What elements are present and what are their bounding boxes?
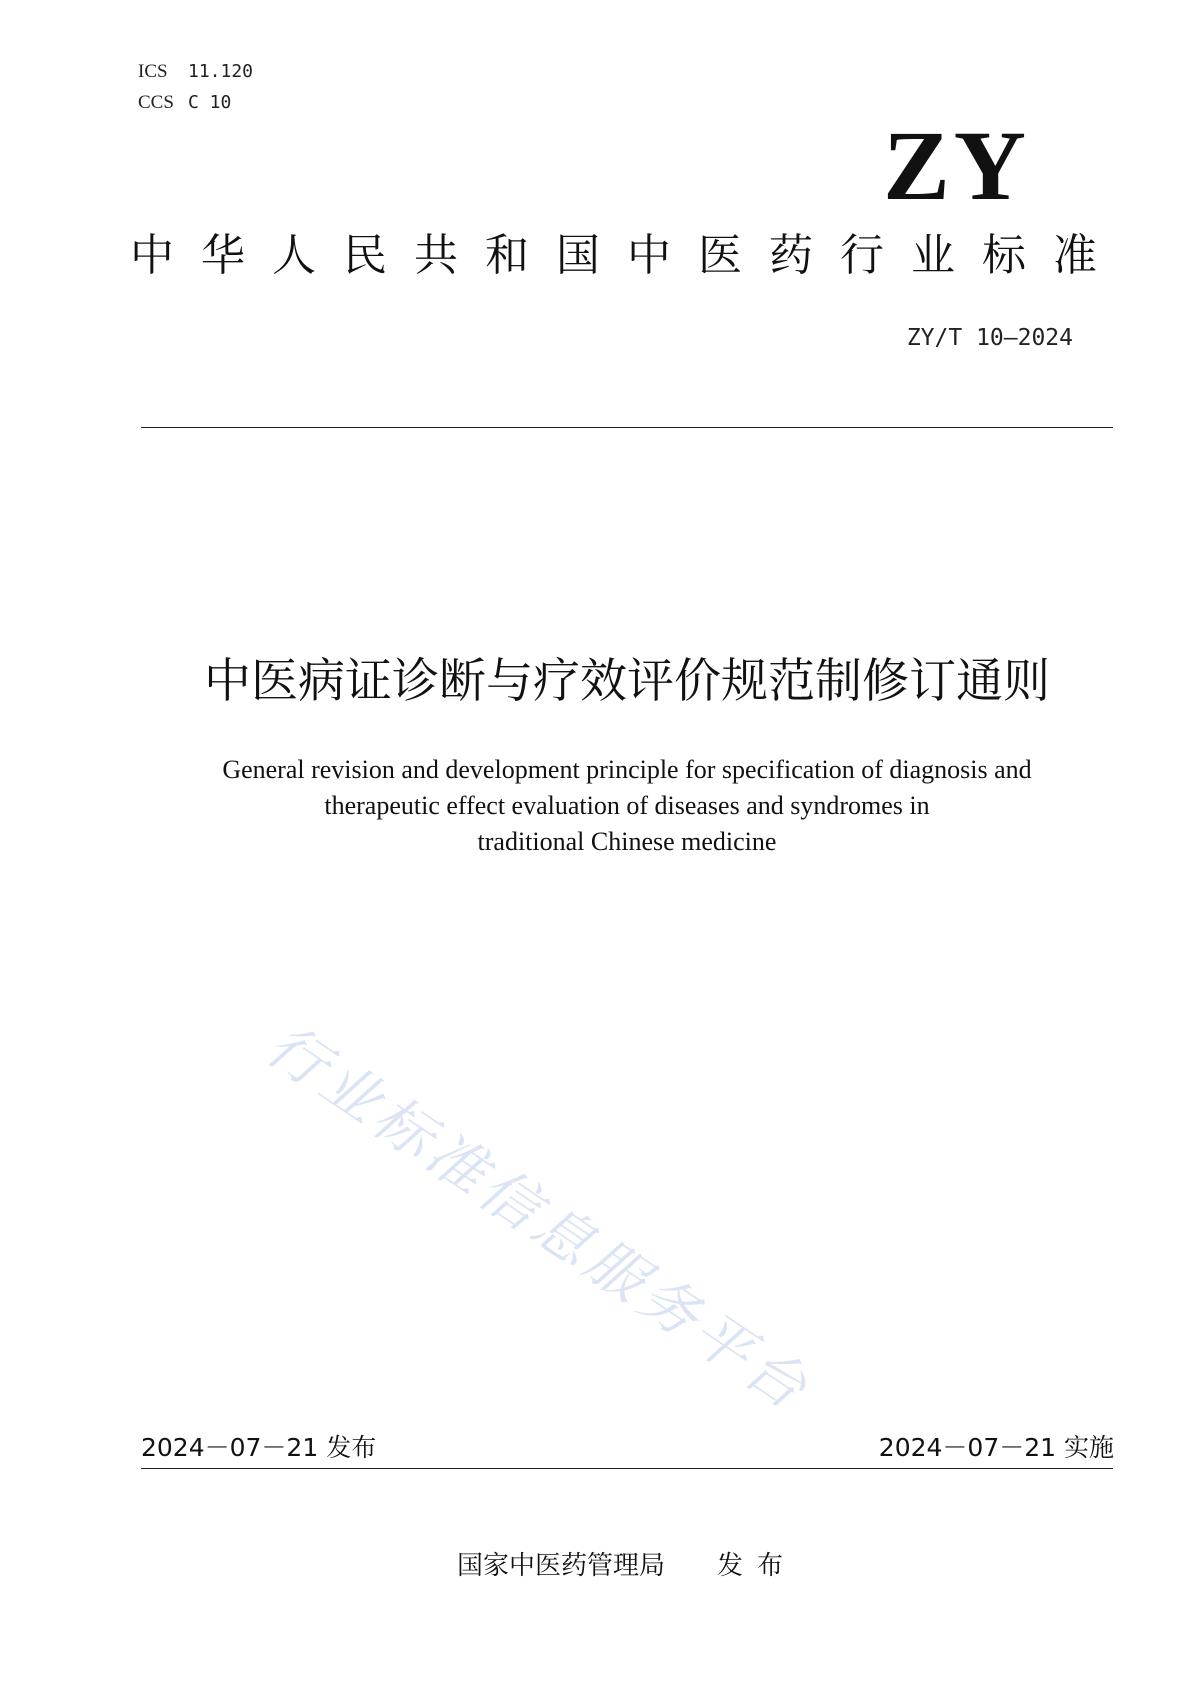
ccs-label: CCS xyxy=(138,92,174,113)
document-title-en-line: therapeutic effect evaluation of diseases and syndromes in xyxy=(324,791,930,820)
publish-date: 2024－07－21 发布 xyxy=(141,1433,377,1462)
issuer-name: 国家中医药管理局 xyxy=(456,1551,665,1581)
document-title-en-line: traditional Chinese medicine xyxy=(477,827,777,856)
watermark: 行业标准信息服务平台 xyxy=(254,1010,824,1426)
ics-code-row xyxy=(138,56,253,87)
ics-label: ICS xyxy=(138,61,168,82)
ccs-value: C 10 xyxy=(188,92,232,113)
ccs-code-row xyxy=(138,87,253,118)
document-title-en-line: General revision and development principle for specification of diagnosis and xyxy=(222,755,1032,784)
standard-category-title: 中华人民共和国中医药行业标准 xyxy=(130,230,1124,281)
classification-codes xyxy=(138,56,253,118)
issuer-line xyxy=(0,1545,1190,1582)
issuer-action: 发布 xyxy=(717,1551,798,1581)
document-title-en xyxy=(130,752,1124,860)
header-divider xyxy=(141,427,1113,428)
standard-number: ZY/T 10—2024 xyxy=(906,325,1073,351)
document-title-zh: 中医病证诊断与疗效评价规范制修订通则 xyxy=(204,654,1050,709)
ics-value: 11.120 xyxy=(188,61,254,82)
zy-logo: ZY xyxy=(883,110,1030,221)
effective-date: 2024－07－21 实施 xyxy=(878,1433,1114,1462)
footer-divider xyxy=(141,1468,1113,1469)
